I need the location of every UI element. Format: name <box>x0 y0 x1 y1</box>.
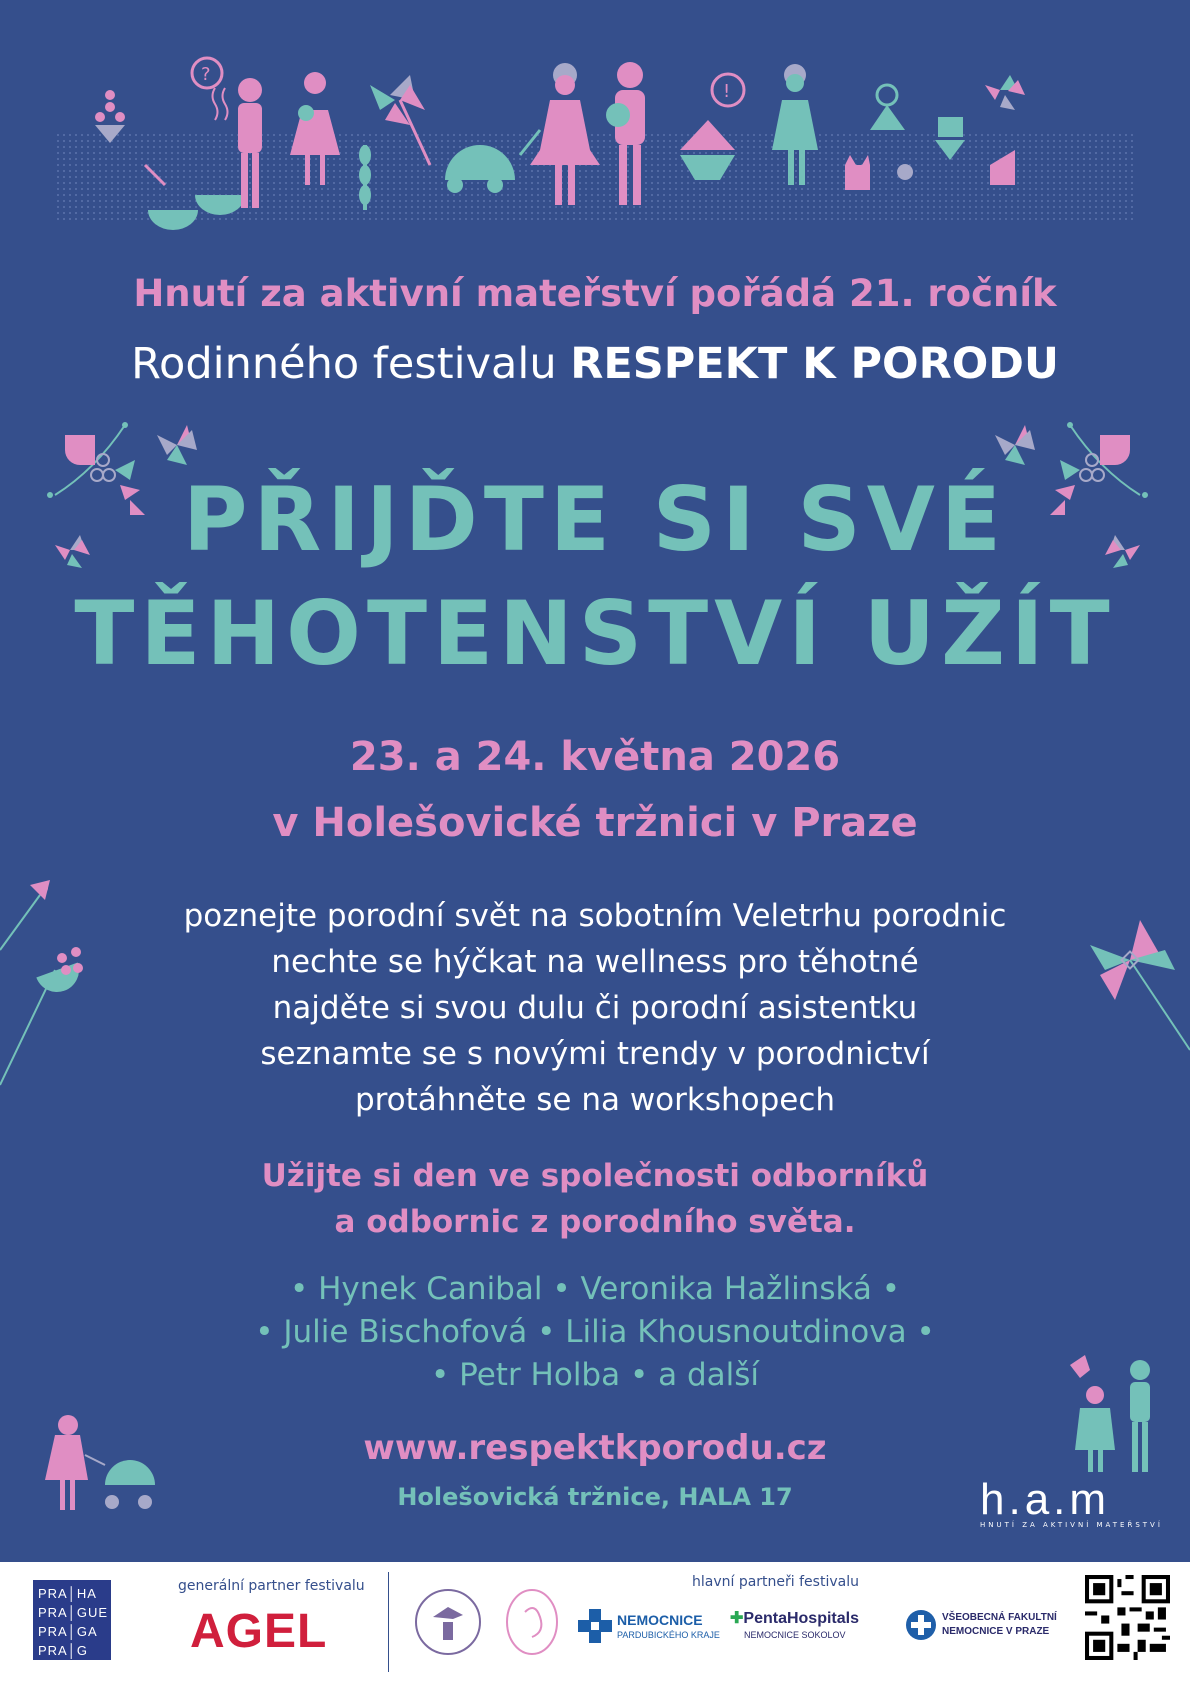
penta-hospitals-sub: NEMOCNICE SOKOLOV <box>744 1630 846 1640</box>
speakers-line-2: • Julie Bischofová • Lilia Khousnoutdinova • <box>255 1314 935 1350</box>
event-date: 23. a 24. května 2026 <box>349 734 841 780</box>
activity-item: poznejte porodní svět na sobotním Veletrhu porodnic <box>183 898 1007 934</box>
speakers-line-3: • Petr Holba • a další <box>430 1357 759 1393</box>
prague-logo-row: PRA│GA <box>38 1624 98 1639</box>
vfn-line-1: VŠEOBECNÁ FAKULTNÍ <box>942 1612 1057 1623</box>
event-place: v Holešovické tržnici v Praze <box>272 800 918 846</box>
festival-name: RESPEKT K PORODU <box>570 339 1059 389</box>
headline-line-2: TĚHOTENSTVÍ UŽÍT <box>74 582 1116 685</box>
festival-title <box>0 339 1190 389</box>
family-illustration-banner <box>50 55 1140 235</box>
website-link[interactable]: www.respektkporodu.cz <box>363 1428 827 1468</box>
nemocnice-pardubice-sub: PARDUBICKÉHO KRAJE <box>617 1630 720 1640</box>
nemocnice-pardubice-title: NEMOCNICE <box>617 1612 703 1628</box>
svg-text:?: ? <box>201 64 211 85</box>
qr-code-icon[interactable] <box>1085 1575 1170 1660</box>
plus-icon: ✚ <box>730 1610 744 1627</box>
agel-logo: AGEL <box>190 1605 328 1658</box>
activity-item: protáhněte se na workshopech <box>354 1082 836 1118</box>
general-partner-caption: generální partner festivalu <box>178 1578 365 1594</box>
pinwheel-icon <box>1085 915 1190 1055</box>
activity-item: najděte si svou dulu či porodní asistentku <box>272 990 918 1026</box>
footer-divider <box>388 1572 389 1672</box>
sponsor-footer <box>0 1562 1190 1683</box>
prague-logo-row: PRA│G <box>38 1643 88 1658</box>
prague-logo-row: PRA│GUE <box>38 1605 109 1620</box>
hospital-cross-icon <box>578 1609 612 1643</box>
penta-hospitals-title: ✚PentaHospitals <box>730 1610 859 1627</box>
activity-item: nechte se hýčkat na wellness pro těhotné <box>271 944 919 980</box>
birth-center-seal-icon <box>505 1587 560 1657</box>
activity-item: seznamte se s novými trendy v porodnictví <box>260 1036 930 1072</box>
ham-logo <box>980 1475 1163 1529</box>
pinwheel-icon <box>152 420 202 470</box>
tagline-line-2: a odbornic z porodního světa. <box>334 1204 856 1240</box>
vfn-line-2: NEMOCNICE V PRAZE <box>942 1626 1050 1637</box>
headline-line-1: PŘIJĎTE SI SVÉ <box>183 468 1007 571</box>
festival-prefix: Rodinného festivalu <box>131 339 557 389</box>
main-partners-caption: hlavní partneři festivalu <box>692 1574 859 1590</box>
svg-text:!: ! <box>723 81 731 102</box>
ham-logo-mark: h.a.m <box>980 1475 1111 1524</box>
venue-hall: Holešovická tržnice, HALA 17 <box>397 1483 793 1511</box>
tagline-line-1: Užijte si den ve společnosti odborníků <box>261 1158 929 1194</box>
birth-center-seal-icon <box>413 1587 483 1657</box>
speakers-line-1: • Hynek Canibal • Veronika Hažlinská • <box>289 1271 901 1307</box>
prague-logo <box>33 1580 111 1660</box>
ham-logo-subtitle: HNUTÍ ZA AKTIVNÍ MATEŘSTVÍ <box>980 1521 1163 1529</box>
prague-logo-row: PRA│HA <box>38 1586 97 1601</box>
organizer-line: Hnutí za aktivní mateřství pořádá 21. ročník <box>133 272 1057 315</box>
pinwheel-icon <box>990 420 1040 470</box>
vfn-cross-icon <box>905 1609 937 1641</box>
